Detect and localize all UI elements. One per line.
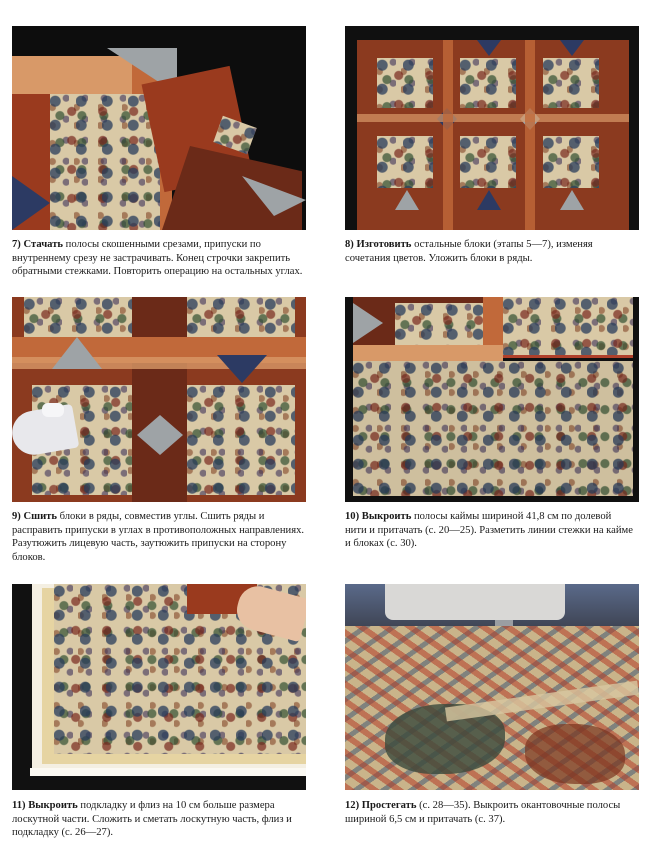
step-text: блоки в ряды, совместив углы. Сшить ряды и расправить припуски в углах в противоположных направлениях. Разутюжить лицевую часть, заутюжить припуски на сторону блоков. <box>12 511 305 563</box>
photo-step-7 <box>12 26 306 230</box>
step-number: 10) <box>345 511 360 522</box>
step-number: 7) <box>12 239 21 250</box>
step-verb: Изготовить <box>356 239 412 250</box>
caption-step-7 <box>12 238 312 279</box>
step-verb: Сшить <box>23 511 57 522</box>
step-number: 9) <box>12 511 21 522</box>
caption-step-11 <box>12 799 312 840</box>
step-text: (с. 28—35). Выкроить окантовочные полосы шириной 6,5 см и притачать (с. 37). <box>345 800 621 825</box>
step-text: полосы скошенными срезами, припуски по внутреннему срезу не застрачивать. Конец строчки закрепить обратными стежками. Повторить операцию на остальных углах. <box>12 239 303 278</box>
photo-step-11 <box>12 584 306 790</box>
step-number: 11) <box>12 800 26 811</box>
step-text: полосы каймы шириной 41,8 см по долевой нити и притачать (с. 20—25). Разметить линии стежки на кайме и блоках (с. 30). <box>345 511 633 550</box>
step-number: 8) <box>345 239 354 250</box>
step-verb: Стачать <box>23 239 64 250</box>
photo-step-9 <box>12 297 306 502</box>
step-number: 12) <box>345 800 360 811</box>
photo-step-12 <box>345 584 639 790</box>
caption-step-12 <box>345 799 635 826</box>
step-verb: Выкроить <box>28 800 78 811</box>
step-verb: Простегать <box>361 800 417 811</box>
step-text: остальные блоки (этапы 5—7), изменяя сочетания цветов. Уложить блоки в ряды. <box>345 239 593 264</box>
step-verb: Выкроить <box>361 511 412 522</box>
caption-step-9 <box>12 510 312 564</box>
photo-step-8 <box>345 26 639 230</box>
step-text: подкладку и флиз на 10 см больше размера лоскутной части. Сложить и сметать лоскутную часть, флиз и подкладку (с. 26—27). <box>12 800 292 839</box>
photo-step-10 <box>345 297 639 502</box>
caption-step-8 <box>345 238 635 265</box>
caption-step-10 <box>345 510 635 551</box>
